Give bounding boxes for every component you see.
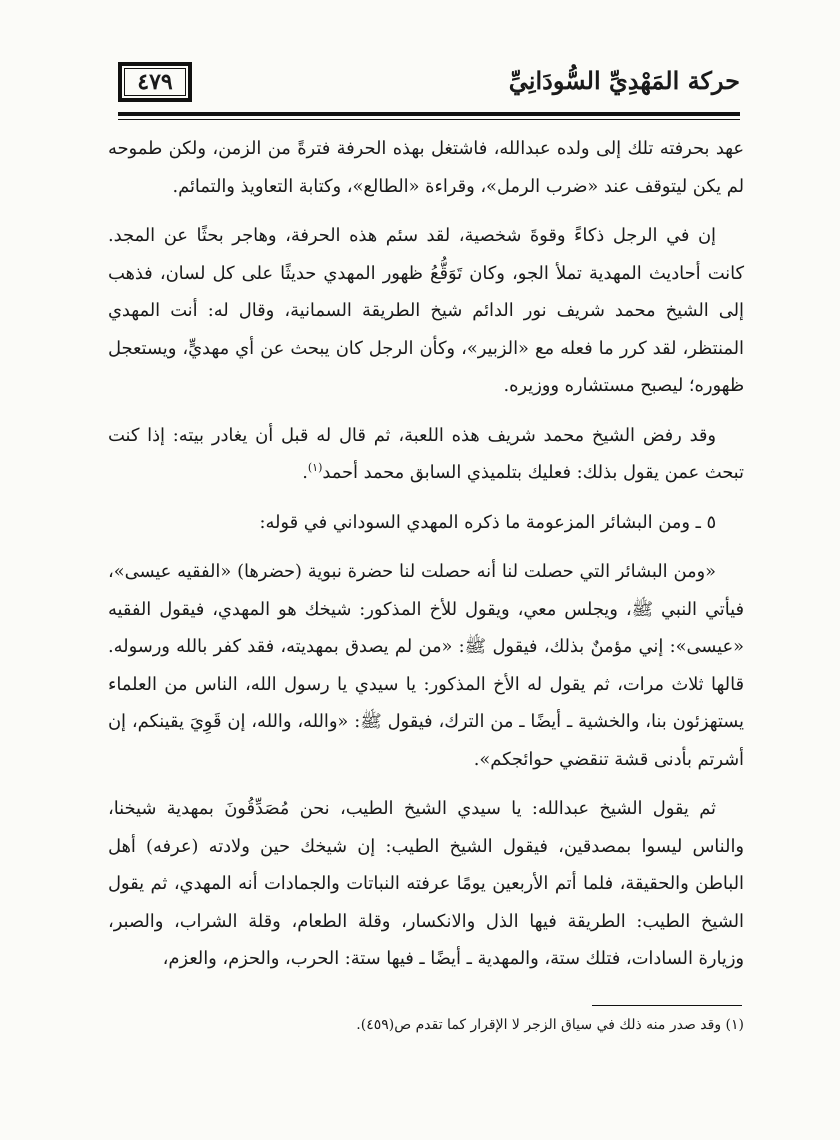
page-header [118, 62, 740, 116]
footnote: (١) وقد صدر منه ذلك في سياق الزجر لا الإقرار كما تقدم ص(٤٥٩). [356, 1017, 744, 1033]
page-number: ٤٧٩ [118, 62, 192, 102]
header-rule-thin [118, 119, 740, 120]
paragraph-5: «ومن البشائر التي حصلت لنا أنه حصلت لنا حضرة نبوية (حضرها) «الفقيه عيسى»، فيأتي النبي ﷺ، ويجلس معي، ويقول للأخ المذكور: شيخك هو المهدي، فيقول الفقيه «عيسى»: إني مؤمنٌ بذلك، فيقول ﷺ: «من لم يصدق بمهديته، فقد كفر بالله ورسوله. قالها ثلاث مرات، ثم يقول له الأخ المذكور: يا سيدي يا رسول الله، الناس من العلماء يستهزئون بنا، والخشية ـ أيضًا ـ من الترك، فيقول ﷺ: «والله، والله، إن قَوِيَ يقينكم، إن أشرتم بأدنى قشة تنقضي حوائجكم». [108, 561, 744, 770]
paragraph-2: إن في الرجل ذكاءً وقوةَ شخصية، لقد سئم هذه الحرفة، وهاجر بحثًا عن المجد. كانت أحاديث المهدية تملأ الجو، وكان تَوَقُّعُ ظهور المهدي حديثًا على كل لسان، فذهب إلى الشيخ محمد شريف نور الدائم شيخ الطريقة السمانية، وقال له: أنت المهدي المنتظر، لقد كرر ما فعله مع «الزبير»، وكأن الرجل كان يبحث عن أي مهديٍّ، ويستعجل ظهوره؛ ليصبح مستشاره ووزيره. [108, 225, 744, 396]
running-title: حركة المَهْدِيِّ السُّودَانِيِّ [508, 66, 740, 95]
paragraph-3 [108, 417, 744, 492]
paragraph-6: ثم يقول الشيخ عبدالله: يا سيدي الشيخ الطيب، نحن مُصَدِّقُونَ بمهدية شيخنا، والناس ليسوا بمصدقين، فيقول الشيخ الطيب: إن شيخك حين ولادته (عرفه) أهل الباطن والحقيقة، فلما أتم الأربعين يومًا عرفته النباتات والجمادات أنه المهدي، ثم يقول الشيخ الطيب: الطريقة فيها الذل والانكسار، وقلة الطعام، وقلة الشراب، والصبر، وزيارة السادات، فتلك ستة، والمهدية ـ أيضًا ـ فيها ستة: الحرب، والحزم، والعزم، [108, 798, 744, 969]
footnote-rule [592, 1005, 742, 1006]
header-rule-thick [118, 112, 740, 116]
footnote-marker[interactable]: (١) [307, 461, 323, 475]
paragraph-4: ٥ ـ ومن البشائر المزعومة ما ذكره المهدي السوداني في قوله: [259, 511, 716, 533]
paragraph-1: عهد بحرفته تلك إلى ولده عبدالله، فاشتغل بهذه الحرفة فترةً من الزمن، ولكن طموحه لم يكن ليتوقف عند «ضرب الرمل»، وقراءة «الطالع»، وكتابة التعاويذ والتمائم. [108, 138, 744, 197]
body-text [108, 130, 744, 990]
paragraph-3-end: . [302, 462, 308, 483]
paragraph-3-text: وقد رفض الشيخ محمد شريف هذه اللعبة، ثم قال له قبل أن يغادر بيته: إذا كنت تبحث عمن يقول بذلك: فعليك بتلميذي السابق محمد أحمد [108, 424, 744, 483]
